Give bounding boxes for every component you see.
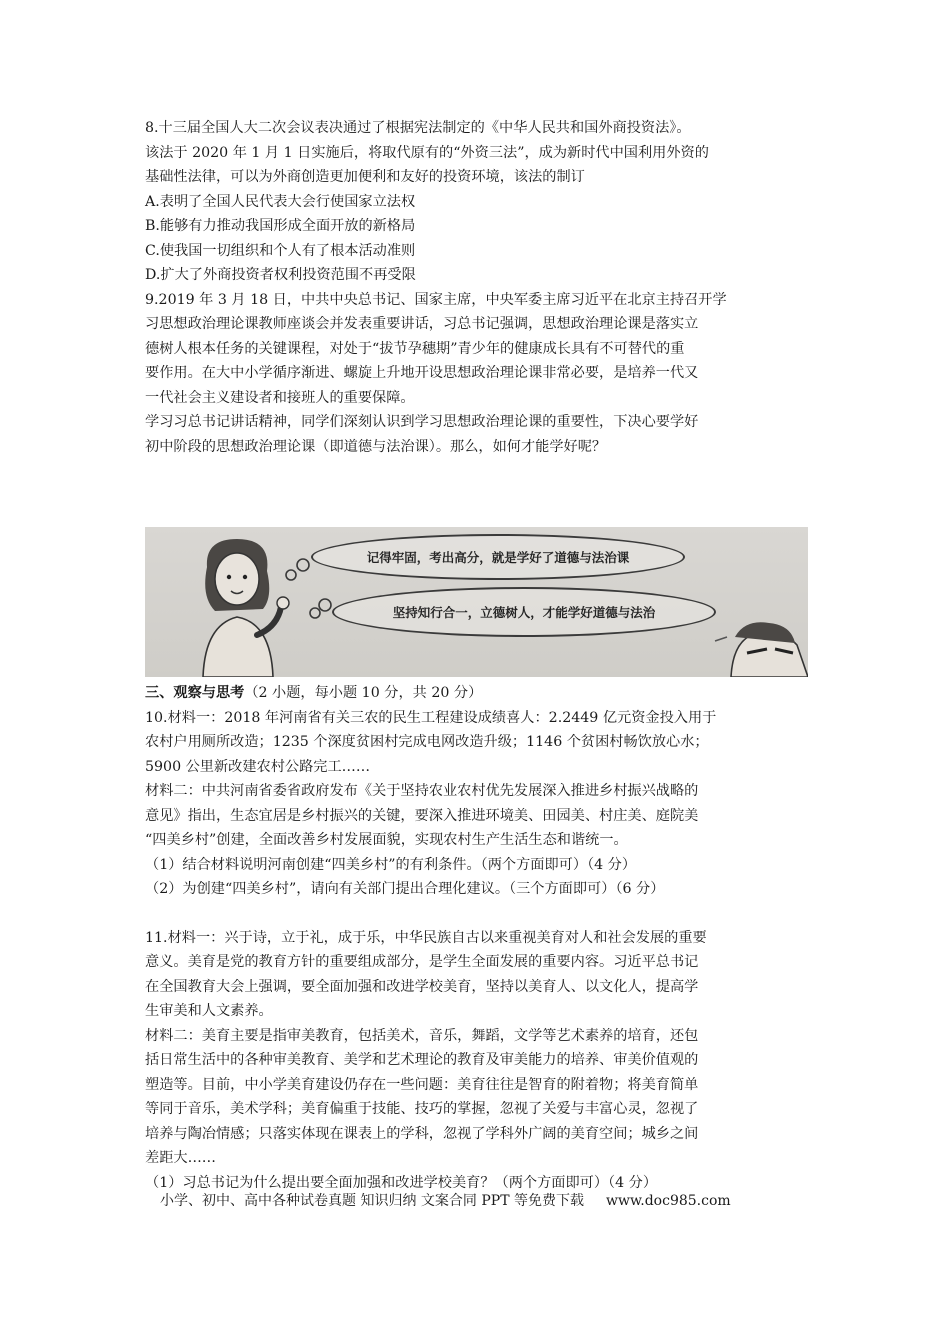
q9-line: 习思想政治理论课教师座谈会并发表重要讲话，习总书记强调，思想政治理论课是落实立 [145, 316, 699, 332]
q11-line: 塑造等。目前，中小学美育建设仍存在一些问题：美育往往是智育的附着物；将美育简单 [145, 1076, 699, 1093]
man-figure [715, 622, 808, 677]
q9-line: 学习习总书记讲话精神，同学们深刻认识到学习思想政治理论课的重要性，下决心要学好 [145, 414, 699, 430]
question-10 [145, 706, 810, 902]
q8-option-d: D.扩大了外商投资者权利投资范围不再受限 [145, 267, 416, 283]
girl-figure [203, 539, 289, 677]
q11-line: 差距大…… [145, 1150, 216, 1166]
q9-line: 9.2019 年 3 月 18 日，中共中央总书记、国家主席，中央军委主席习近平在北京主持召开学 [145, 291, 727, 308]
q10-line: 农村户用厕所改造；1235 个深度贫困村完成电网改造升级；1146 个贫困村畅饮放心水； [145, 734, 709, 750]
page-footer [160, 1190, 731, 1210]
q11-line: 在全国教育大会上强调，要全面加强和改进学校美育，坚持以美育人、以文化人，提高学 [145, 978, 699, 995]
q10-line: 5900 公里新改建农村公路完工…… [145, 758, 371, 775]
cartoon-illustration [145, 527, 808, 677]
q8-option-b: B.能够有力推动我国形成全面开放的新格局 [145, 218, 416, 234]
q8-option-a: A.表明了全国人民代表大会行使国家立法权 [145, 193, 416, 210]
q11-line: 生审美和人文素养。 [145, 1003, 273, 1019]
q11-line: 括日常生活中的各种审美教育、美学和艺术理论的教育及审美能力的培养、审美价值观的 [145, 1052, 699, 1068]
q9-line: 初中阶段的思想政治理论课（即道德与法治课）。那么，如何才能学好呢？ [145, 438, 607, 455]
q10-subquestion-2: （2）为创建“四美乡村”，请向有关部门提出合理化建议。（三个方面即可）（6 分） [145, 881, 665, 897]
q8-line: 基础性法律，可以为外商创造更加便利和友好的投资环境，该法的制订 [145, 169, 585, 185]
q9-line: 要作用。在大中小学循序渐进、螺旋上升地开设思想政治理论课非常必要，是培养一代又 [145, 365, 699, 381]
q8-line: 该法于 2020 年 1 月 1 日实施后，将取代原有的“外资三法”，成为新时代中国利用外资的 [145, 144, 709, 161]
q10-line: 10.材料一：2018 年河南省有关三农的民生工程建设成绩喜人：2.2449 亿元资金投入用于 [145, 709, 717, 726]
q10-line: 材料二：中共河南省委省政府发布《关于坚持农业农村优先发展深入推进乡村振兴战略的 [145, 783, 699, 799]
speech-bubble-1: 记得牢固，考出高分，就是学好了道德与法治课 [311, 534, 685, 580]
q9-line: 德树人根本任务的关键课程，对处于“拔节孕穗期”青少年的健康成长具有不可替代的重 [145, 340, 685, 357]
footer-text: 小学、初中、高中各种试卷真题 知识归纳 文案合同 PPT 等免费下载 [160, 1193, 584, 1209]
question-8 [145, 116, 810, 288]
q10-line: 意见》指出，生态宜居是乡村振兴的关键，要深入推进环境美、田园美、村庄美、庭院美 [145, 807, 699, 824]
q10-subquestion-1: （1）结合材料说明河南创建“四美乡村”的有利条件。（两个方面即可）（4 分） [145, 856, 637, 873]
q9-line: 一代社会主义建设者和接班人的重要保障。 [145, 389, 415, 406]
q8-option-c: C.使我国一切组织和个人有了根本活动准则 [145, 242, 416, 259]
question-11 [145, 926, 810, 1196]
q10-line: “四美乡村”创建，全面改善乡村发展面貌，实现农村生产生活生态和谐统一。 [145, 832, 628, 848]
speech-bubble-2: 坚持知行合一，立德树人，才能学好道德与法治 [332, 587, 716, 637]
q11-line: 意义。美育是党的教育方针的重要组成部分，是学生全面发展的重要内容。习近平总书记 [145, 954, 699, 970]
section-3-heading [145, 681, 810, 706]
q11-line: 11.材料一：兴于诗，立于礼，成于乐，中华民族自古以来重视美育对人和社会发展的重要 [145, 929, 707, 946]
exam-page [145, 116, 810, 1195]
q11-line: 材料二：美育主要是指审美教育，包括美术，音乐，舞蹈，文学等艺术素养的培育，还包 [145, 1027, 699, 1044]
q11-line: 等同于音乐，美术学科；美育偏重于技能、技巧的掌握，忽视了关爱与丰富心灵，忽视了 [145, 1101, 699, 1117]
question-9 [145, 288, 810, 678]
spacer [145, 902, 810, 926]
footer-site-link[interactable]: www.doc985.com [605, 1193, 731, 1209]
q8-line: 8.十三届全国人大二次会议表决通过了根据宪法制定的《中华人民共和国外商投资法》。 [145, 120, 691, 136]
q11-subquestion-1: （1）习总书记为什么提出要全面加强和改进学校美育？（两个方面即可）（4 分） [145, 1174, 658, 1191]
section-3-note: （2 小题，每小题 10 分，共 20 分） [244, 685, 483, 701]
q11-line: 培养与陶冶情感；只落实体现在课表上的学科，忽视了学科外广阔的美育空间；城乡之间 [145, 1125, 699, 1142]
section-3-title: 三、观察与思考 [145, 685, 245, 701]
